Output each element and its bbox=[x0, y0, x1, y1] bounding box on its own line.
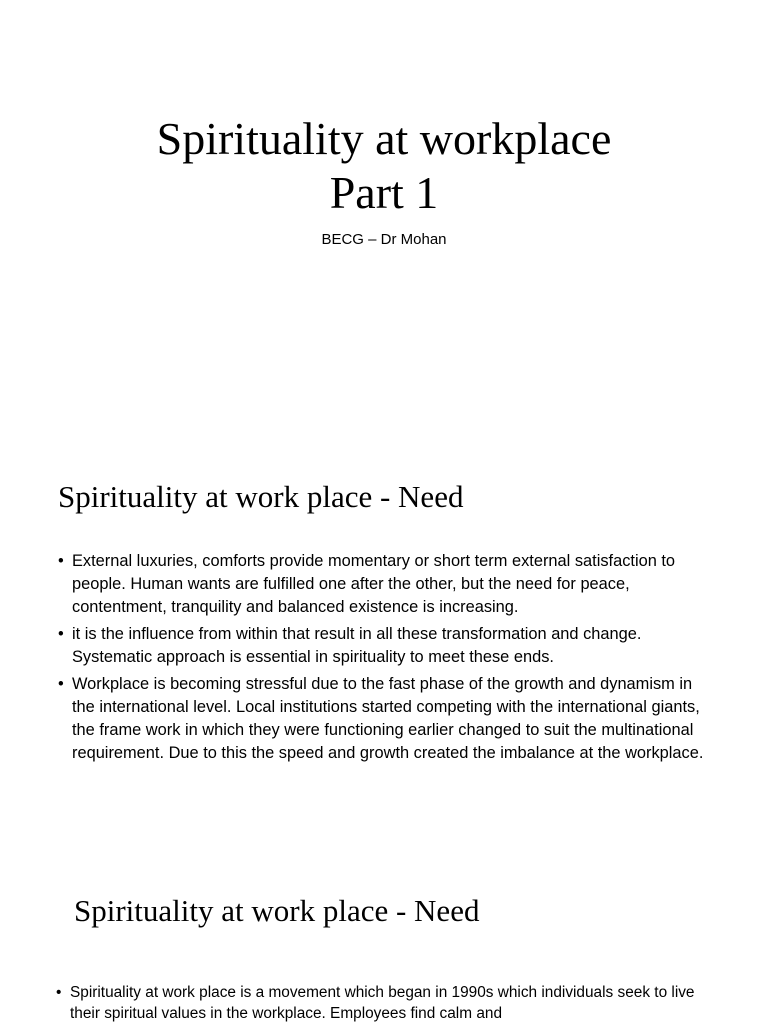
bullet-marker: • bbox=[56, 984, 62, 1001]
bullet-item bbox=[58, 673, 718, 765]
bullet-text: Spirituality at work place is a movement which began in 1990s which individuals seek to live their spiritual values in the workplace. Employees find calm and bbox=[70, 984, 695, 1022]
title-slide bbox=[0, 0, 768, 440]
bullet-text: External luxuries, comforts provide momentary or short term external satisfaction to people. Human wants are fulfilled one after the other, but the need for peace, contentment, tranquility and balanced existence is increasing. bbox=[72, 552, 676, 616]
bullet-item bbox=[56, 982, 716, 1024]
title-line: Part 1 bbox=[329, 167, 439, 218]
content-slide bbox=[0, 440, 768, 830]
bullet-list bbox=[56, 982, 716, 1024]
slide-heading: Spirituality at work place - Need bbox=[58, 479, 464, 514]
bullet-marker: • bbox=[58, 675, 64, 693]
presentation-subtitle: BECG – Dr Mohan bbox=[321, 231, 447, 248]
bullet-text: Workplace is becoming stressful due to the fast phase of the growth and dynamism in the international level. Local institutions started competing with the international giants, the frame work in which they were functioning earlier changed to suit the multinational requirement. Due to this the speed and growth created the imbalance at the workplace. bbox=[72, 675, 704, 762]
bullet-marker: • bbox=[58, 552, 64, 570]
bullet-marker: • bbox=[58, 625, 64, 643]
slide-heading: Spirituality at work place - Need bbox=[74, 893, 480, 928]
bullet-item bbox=[58, 550, 718, 619]
bullet-text: it is the influence from within that result in all these transformation and change. Systematic approach is essential in spirituality to meet these ends. bbox=[72, 625, 642, 666]
presentation-title bbox=[0, 112, 768, 220]
bullet-list bbox=[58, 550, 718, 769]
bullet-item bbox=[58, 623, 718, 669]
title-line: Spirituality at workplace bbox=[156, 113, 612, 164]
content-slide bbox=[0, 830, 768, 1024]
